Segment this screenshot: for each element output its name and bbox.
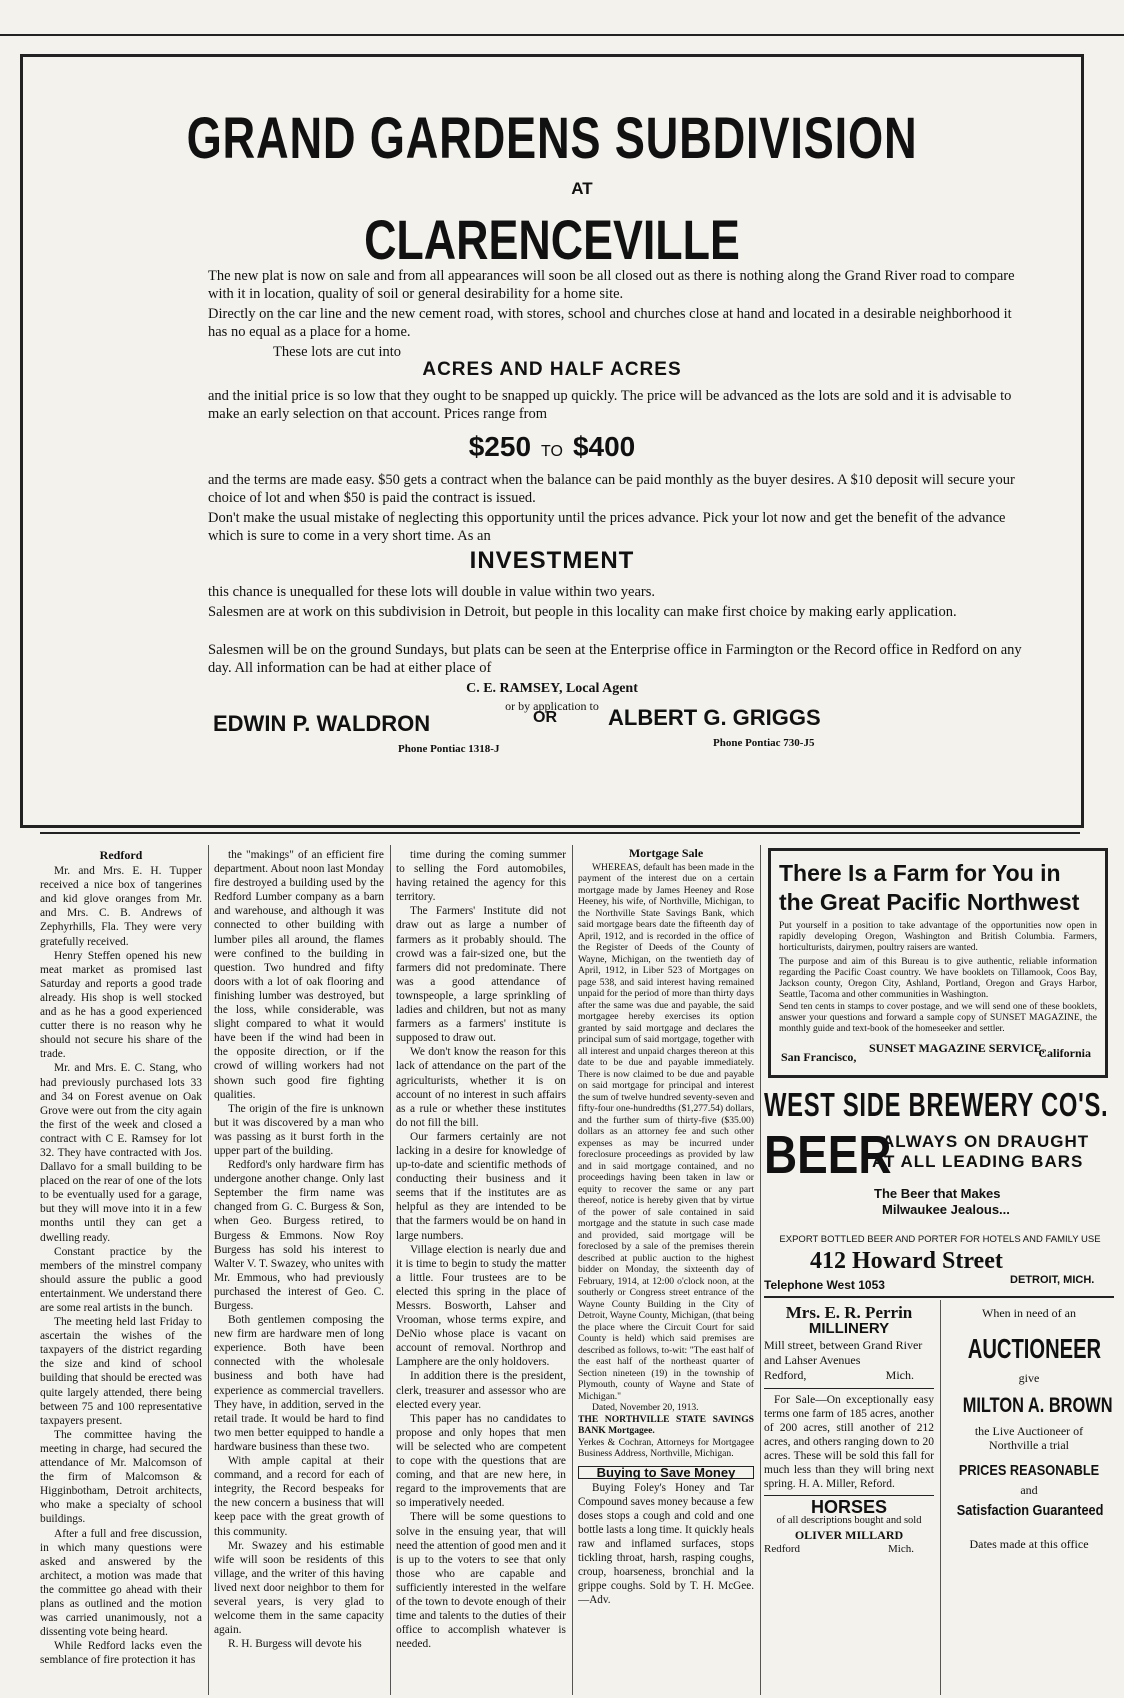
brewery-slogan-1: The Beer that Makes: [874, 1186, 1001, 1201]
col3-para: The Farmers' Institute did not draw out as large a number of farmers as it probably should. The crowd was a fair-sized one, but the farmers did not predominate. There was a good attendance of townspeople, a large sprinkling of ladies and children, but not as many farmers as a farmers' institute is supposed to draw out.: [396, 905, 566, 1045]
auction-live: the Live Auctioneer of Northville a trial: [974, 1424, 1084, 1452]
col2-para: the "makings" of an efficient fire department. About noon last Monday fire destroyed a building used by the Redford Lumber company as a barn and warehouse, and although it was connected to other building with lumber piles all around, the flames were confined to the building in question. Two hundred and fifty doors with a lot of oak flooring and finishing lumber was destroyed, but the loss, while considerable, was slight compared to what it would have been if the wind had been in the opposite direction, or if the crowd of willing workers had not shown such good fire fighting qualities.: [214, 849, 384, 1101]
brewery-address: 412 Howard Street: [810, 1248, 1003, 1274]
col2-para: Redford's only hardware firm has undergone another change. Only last September the firm name was changed from G. C. Burgess & Son, when Geo. Burgess retired, to Burgess & Emmons. Now Roy Burgess has sold his interest to Walter V. T. Swazey, who unites with Mr. Emmous, who had previously purchased the interest of Geo. C. Burgess.: [214, 1159, 384, 1312]
ad-or-application: or by application to: [505, 699, 599, 713]
perrin-rule: [764, 1388, 934, 1389]
brewery-slogan-2: Milwaukee Jealous...: [882, 1202, 1010, 1217]
col2-para: Mr. Swazey and his estimable wife will soon be residents of this village, and the writer of this having lived next door neighbor to them for several years, is very glad to welcome them in the same capacity again.: [214, 1539, 384, 1637]
mortgage-dated: Dated, November 20, 1913.: [592, 1402, 699, 1413]
col1-para: Henry Steffen opened his new meat market as promised last Saturday and reports a good trade already. His shop is well stocked and as he has a good experienced cutter there is no reason why he should not secure his share of the trade.: [40, 949, 202, 1061]
mortgage-attorneys: Yerkes & Cochran, Attorneys for Mortgagee Business Address, Northville, Michigan.: [578, 1436, 754, 1459]
ad-local-agent: C. E. RAMSEY, Local Agent: [466, 681, 638, 696]
farm-sale-notice: For Sale—On exceptionally easy terms one farm of 185 acres, another of 200 acres, still another of 212 acres, and others ranging down to 20 acres. These will be sold this fall for much less than they will bring next spring. H. A. Miller, Reford.: [764, 1394, 934, 1490]
mortgage-head: Mortgage Sale: [628, 848, 704, 860]
col1-head: Redford: [99, 848, 143, 862]
ad-investment: INVESTMENT: [469, 547, 635, 574]
farm-ad: [768, 848, 1108, 1078]
col1-para: While Redford lacks even the semblance of fire protection it has: [40, 1640, 202, 1667]
ad-para-4: and the initial price is so low that they ought to be snapped up quickly. The price will be advanced as the lots are sold and it is advisable to make an early selection on that account. Prices range from: [208, 388, 1012, 422]
auction-satisfaction: Satisfaction Guaranteed: [956, 1502, 1104, 1519]
ad-para-6: Don't make the usual mistake of neglecting this opportunity until the prices advance. Pick your lot now and get the benefit of the advance which is sure to come in a very short time. As an: [208, 510, 1006, 544]
millard-state: Mich.: [888, 1543, 914, 1555]
auction-dates: Dates made at this office: [969, 1537, 1089, 1551]
auction-and: and: [1020, 1483, 1038, 1497]
phone-1: Phone Pontiac 1318-J: [398, 743, 500, 755]
agent-2: ALBERT G. GRIGGS: [608, 705, 821, 730]
ad-para-2: Directly on the car line and the new cement road, with stores, school and churches close at hand and located in a desirable neighborhood it has no equal as a place for a home.: [208, 306, 1012, 340]
perrin-column: [764, 1302, 934, 1692]
top-rule: [0, 34, 1124, 36]
farm-p2: The purpose and aim of this Bureau is to give authentic, reliable information regarding the Pacific Coast country. We have booklets on Tillamook, Coos Bay, Jackson county, Oregon City, Ashland, Portland, Oregon and Grays Harbor, Seattle, Tacoma and other communities in Washington.: [779, 957, 1097, 1000]
column-rule: [572, 845, 573, 1695]
divider-rule: [40, 832, 1080, 834]
col1-para: The committee having the meeting in charge, had secured the attendance of Mr. Malcomson of the firm of Malcomson & Higginbotham, Detroit architects, who make a specialty of school buildings.: [40, 1428, 202, 1526]
agent-or: OR: [533, 709, 557, 726]
column-redford-3: [396, 848, 566, 1693]
brewery-name: WEST SIDE BREWERY CO'S.: [764, 1086, 1109, 1123]
column-redford-1: [40, 848, 202, 1693]
auction-prices: PRICES REASONABLE: [958, 1462, 1100, 1479]
column-mortgage: [578, 848, 754, 1693]
ad-at: AT: [571, 179, 593, 198]
col2-para: The origin of the fire is unknown but it was discovered by a man who was passing as it burst forth in the upper part of the building.: [214, 1102, 384, 1157]
ad-para-9: Salesmen will be on the ground Sundays, but plats can be seen at the Enterprise office in Farmington or the Record office in Redford on any day. All information can be had at either place of: [208, 642, 1022, 676]
ad-price: [23, 431, 1081, 463]
ad-para-1: The new plat is now on sale and from all appearances will soon be all closed out as there is nothing along the Grand River road to compare with it in location, quality of soil or general desirability for a home site.: [208, 268, 1015, 302]
col3-para: Our farmers certainly are not lacking in a desire for knowledge of up-to-date and scientific methods of conducting their business and it seems that if the institutes are as helpful as they are intended to be that the farmers would be on hand in large numbers.: [396, 1130, 566, 1242]
perrin-trade: MILLINERY: [808, 1320, 890, 1337]
price-low: $250: [468, 431, 532, 462]
perrin-state: Mich.: [885, 1368, 914, 1382]
col1-para: Mr. and Mrs. E. C. Stang, who had previously purchased lots 33 and 34 on Forest avenue on Oak Grove were out from the city again the first of the week and closed a contract with C E. Ramsey for lot 32. They have contracted with Jos. Dallavo for a small building to be placed on the rear of one of the lots to be eventually used for a garage, but they will move into it in a few months until they can get a dwelling ready.: [40, 1062, 202, 1244]
col3-para: There will be some questions to solve in the ensuing year, that will need the attention of good men and it is up to the voters to see that only those who are capable and sufficiently interested in the welfare of the town to devote enough of their time and talents to the duties of their office to accomplish whatever is needed.: [396, 1511, 566, 1651]
farm-service: SUNSET MAGAZINE SERVICE,: [869, 1041, 1045, 1055]
buying-text: Buying Foley's Honey and Tar Compound saves money because a few doses stops a cough and cold and one bottle lasts a long time. It quickly heals raw and inflamed surfaces, stops tickling throat, harsh, rasping coughs, croup, hoarseness, bronchial and la grippe coughs. Sold by T. H. McGee.—Adv.: [578, 1482, 754, 1606]
brewery-export: EXPORT BOTTLED BEER AND PORTER FOR HOTELS AND FAMILY USE: [779, 1234, 1101, 1245]
column-rule: [760, 845, 761, 1695]
col1-para: Constant practice by the members of the minstrel company should assure the public a good entertainment. We understand there are some real artists in the bunch.: [40, 1245, 202, 1314]
col3-para: In addition there is the president, clerk, treasurer and assessor who are elected every year.: [396, 1370, 566, 1411]
col1-para: After a full and free discussion, in which many questions were asked and answered by the architect, a motion was made that the committee go ahead with their plans as outlined and the motion was carried unanimously, not a dissenting vote being heard.: [40, 1527, 202, 1639]
auctioneer-ad: [944, 1304, 1114, 1552]
auction-give: give: [1018, 1371, 1040, 1385]
auction-line-1: When in need of an: [982, 1306, 1076, 1320]
perrin-name: Mrs. E. R. Perrin: [785, 1303, 913, 1322]
farm-title-1: There Is a Farm for You in: [779, 860, 1061, 886]
perrin-town: Redford,: [764, 1368, 807, 1382]
col3-para: time during the coming summer to selling the Ford automobiles, having retained the agency for this territory.: [396, 849, 566, 904]
auction-title: AUCTIONEER: [967, 1333, 1102, 1364]
column-rule: [390, 845, 391, 1695]
phone-2: Phone Pontiac 730-J5: [713, 737, 815, 749]
col2-para: R. H. Burgess will devote his: [228, 1638, 362, 1651]
brewery-telephone: Telephone West 1053: [764, 1278, 885, 1292]
horses-text: of all descriptions bought and sold: [776, 1515, 922, 1526]
millard-location: [764, 1542, 934, 1556]
price-high: $400: [572, 431, 636, 462]
perrin-location: [764, 1368, 934, 1384]
column-rule: [940, 1300, 941, 1695]
ad-town: CLARENCEVILLE: [364, 208, 740, 271]
mortgage-text: WHEREAS, default has been made in the payment of the interest due on a certain mortgage made by James Heeney and Rose Heeney, his wife, of Northville, Michigan, to the Northville State Savings Bank, which said mortgage bears date the fifteenth day of April, 1912, and is recorded in the office of the Register of Deeds of the County of Wayne, Michigan, on the twentieth day of April, 1912, in Liber 523 of Mortgages on page 538, and said interest having remained unpaid for the period of more than thirty days after the same was due and payable, the said mortgagee hereby exercises its option granted by said mortgage and declares the principal sum of said mortgage, together with all interest and unpaid charges thereon at this date to be due and payable immediately. There is now claimed to be due and payable on said mortgage for principal and interest the sum of twelve hundred seventy-seven and fifty-four one-hundredths ($1,277.54) dollars, and the further sum of thirty-five ($35.00) dollars as an attorney fee and such other expenses as may be incurred under foreclosure proceedings as provided by law and in said mortgage contained, and no proceedings having been taken in law or equity to recover the same or any part thereof, notice is hereby given that by virtue of the power of sale contained in said mortgage and the statute in such case made and provided, said mortgage will be foreclosed by a sale of the premises therein described at public auction to the highest bidder on Monday, the sixteenth day of February, 1914, at 12:00 o'clock noon, at the southerly or Congress street entrance of the Wayne County Building in the City of Detroit, Wayne County, Michigan, (that being the place where the Circuit Court for said County is held) which said premises are described as follows, to-wit: "The east half of the east half of the northeast quarter of Section nineteen (19) in the township of Plymouth, county of Wayne and State of Michigan.": [578, 861, 754, 1402]
mortgage-bank: THE NORTHVILLE STATE SAVINGS BANK Mortgagee.: [578, 1413, 754, 1436]
millard-name: OLIVER MILLARD: [794, 1528, 904, 1542]
farm-state: California: [1038, 1046, 1091, 1060]
horses-rule: [764, 1495, 934, 1496]
col3-para: This paper has no candidates to propose and only hopes that men will be selected who are competent to cope with the questions that are coming, and that are new here, in regard to the improvements that are so imperatively needed.: [396, 1412, 566, 1510]
agent-1: EDWIN P. WALDRON: [213, 711, 431, 736]
brewery-always: ALWAYS ON DRAUGHT: [882, 1132, 1090, 1151]
column-redford-2: [214, 848, 384, 1693]
ad-para-7: this chance is unequalled for these lots will double in value within two years.: [208, 584, 655, 600]
col3-para: We don't know the reason for this lack of attendance on the part of the agriculturists, whether it is on account of no interest in such affairs as a rule or whether these institutes do not fill the bill.: [396, 1046, 566, 1129]
auction-name: MILTON A. BROWN: [962, 1394, 1113, 1417]
buying-head: Buying to Save Money: [578, 1466, 754, 1480]
col2-para: Both gentlemen composing the new firm are hardware men of long experience. Both have been connected with the wholesale business and both have had experience as commercial travellers. They have, in addition, served in the retail trade. It would be hard to find two men better equipped to handle a hardware business than these two.: [214, 1314, 384, 1453]
ad-para-3: These lots are cut into: [273, 344, 402, 360]
column-rule: [208, 845, 209, 1695]
subdivision-ad: [20, 54, 1084, 828]
brewery-rule: [764, 1296, 1114, 1298]
col2-para: With ample capital at their command, and a record for each of integrity, the Record bespeaks for the new concern a business that will keep pace with the great growth of this community.: [214, 1455, 384, 1538]
ad-acres: ACRES AND HALF ACRES: [422, 359, 682, 380]
price-to: TO: [541, 443, 563, 460]
brewery-ad: [764, 1086, 1112, 1224]
farm-p1: Put yourself in a position to take advantage of the opportunities now open in rapidly developing Oregon, Washington and British Columbia. Farmers, horticulturists, dairymen, poultry raisers are wanted.: [779, 921, 1097, 953]
brewery-beer: BEER: [764, 1125, 892, 1185]
farm-city: San Francisco,: [781, 1050, 857, 1064]
ad-para-8: Salesmen are at work on this subdivision in Detroit, but people in this locality can make first choice by making early application.: [208, 604, 957, 620]
horses-title: HORSES: [810, 1497, 888, 1517]
millard-town: Redford: [764, 1543, 801, 1555]
brewery-bars: AT ALL LEADING BARS: [872, 1152, 1084, 1171]
brewery-city: DETROIT, MICH.: [1010, 1274, 1095, 1286]
ad-para-5: and the terms are made easy. $50 gets a contract when the balance can be paid monthly as the buyer desires. A $10 deposit will secure your choice of lot and when $50 is paid the contract is issued.: [208, 472, 1015, 506]
col1-para: Mr. and Mrs. E. H. Tupper received a nice box of tangerines and kid glove oranges from Mr. and Mrs. C. B. Andrews of Zephyrhills, Fla. They were very gratefully received.: [40, 865, 202, 948]
ad-title: GRAND GARDENS SUBDIVISION: [186, 106, 918, 171]
col1-para: The meeting held last Friday to ascertain the wishes of the taxpayers of the district regarding the size and kind of school building that should be erected was quite largely attended, there being between 75 and 100 representative taxpayers present.: [40, 1316, 202, 1427]
farm-p3: Send ten cents in stamps to cover postage, and we will send one of these booklets, answer your questions and forward a sample copy of SUNSET MAGAZINE, the monthly guide and text-book of the homeseeker and settler.: [779, 1002, 1097, 1034]
farm-title-2: the Great Pacific Northwest: [779, 889, 1080, 915]
col3-para: Village election is nearly due and it is time to begin to study the matter a little. Four trustees are to be elected this spring in the place of Messrs. Bosworth, Lahser and Vrooman, whose terms expire, and DeNio whose place is vacant on account of removal. Northrop and Lamphere are the only holdovers.: [396, 1243, 566, 1369]
perrin-address: Mill street, between Grand River and Lahser Avenues: [764, 1338, 923, 1367]
